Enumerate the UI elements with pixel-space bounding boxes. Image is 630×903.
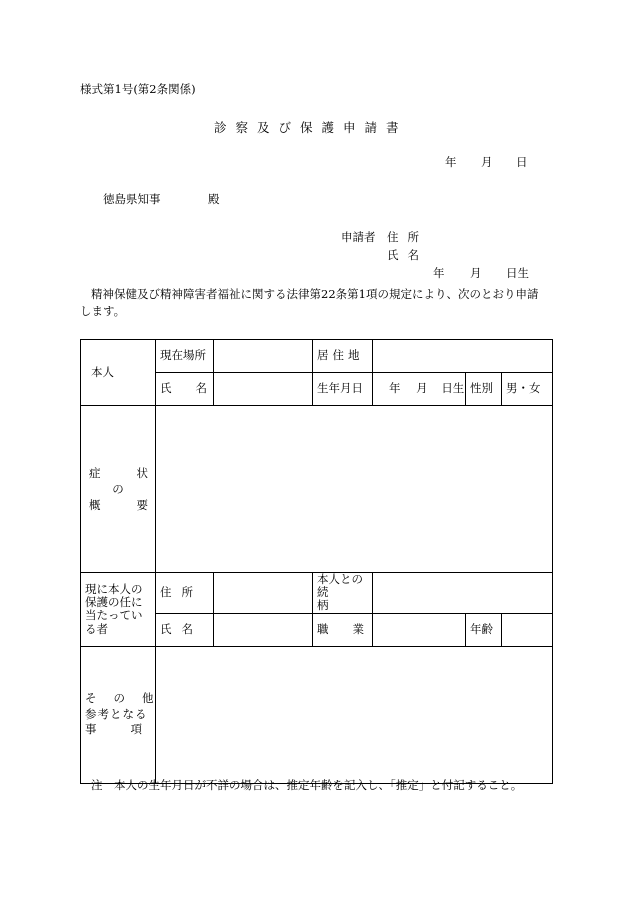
guardian-address-field[interactable] (214, 573, 313, 614)
guardian-label-line4: る者 (85, 621, 108, 636)
date-day: 日 (516, 155, 528, 169)
body-text-line2: します。 (80, 304, 126, 318)
guardian-label-line3: 当たってい (85, 608, 143, 623)
footnote: 注 本人の生年月日が不詳の場合は、推定年齢を記入し、「推定」と付記すること。 (91, 778, 523, 792)
current-location-label: 現在場所 (156, 340, 214, 373)
date-month: 月 (481, 155, 493, 169)
document-title: 診察及び保護申請書 (214, 120, 408, 135)
current-location-field[interactable] (214, 340, 313, 373)
birth-year-unit: 年 (389, 381, 401, 396)
relationship-field[interactable] (373, 573, 553, 614)
occupation-label: 職業 (313, 613, 373, 646)
table-row (81, 573, 553, 614)
applicant-address-label: 住所 (387, 230, 428, 244)
sex-label: 性別 (466, 373, 502, 406)
relationship-label: 本人との 続柄 (313, 573, 373, 614)
age-field[interactable] (502, 613, 553, 646)
birth-month-unit: 月 (416, 381, 428, 396)
applicant-birth-day: 日生 (506, 266, 529, 280)
birthdate-label: 生年月日 (313, 373, 373, 406)
other-label-cell (81, 646, 176, 783)
applicant-birth-month: 月 (470, 266, 482, 280)
symptoms-label: 症状 の 概要 (89, 465, 184, 513)
sex-value[interactable]: 男・女 (502, 373, 553, 406)
other-field[interactable] (156, 646, 553, 783)
table-row (81, 646, 553, 783)
guardian-name-field[interactable] (214, 613, 313, 646)
addressee-honorific: 殿 (208, 192, 220, 206)
residence-field[interactable] (373, 340, 553, 373)
symptoms-field[interactable] (156, 406, 553, 573)
residence-label: 居住地 (313, 340, 373, 373)
applicant-birth-year: 年 (433, 266, 445, 280)
guardian-label-line1: 現に本人の (85, 581, 143, 596)
other-label: その他 参考となる 事項 (85, 691, 176, 737)
person-label-cell (81, 340, 156, 406)
birth-day-unit: 日生 (441, 381, 465, 396)
birthdate-field[interactable] (373, 373, 466, 406)
table-row (81, 406, 553, 573)
table-row (81, 340, 553, 373)
body-text-line1: 精神保健及び精神障害者福祉に関する法律第22条第1項の規定により、次のとおり申請 (91, 287, 539, 301)
form-number: 様式第1号(第2条関係) (80, 82, 196, 96)
symptoms-label-cell (81, 406, 184, 573)
age-label: 年齢 (466, 613, 502, 646)
applicant-name-label: 氏名 (387, 248, 428, 262)
guardian-address-label: 住所 (156, 573, 214, 614)
application-table (80, 339, 553, 784)
applicant-label: 申請者 (341, 230, 376, 244)
name-label: 氏名 (156, 373, 214, 406)
guardian-label-line2: 保護の任に (85, 595, 143, 610)
date-year: 年 (445, 155, 457, 169)
guardian-name-label: 氏名 (156, 613, 214, 646)
addressee-name: 徳島県知事 (103, 192, 161, 206)
guardian-label-cell (81, 573, 156, 647)
person-label: 本人 (91, 364, 114, 379)
